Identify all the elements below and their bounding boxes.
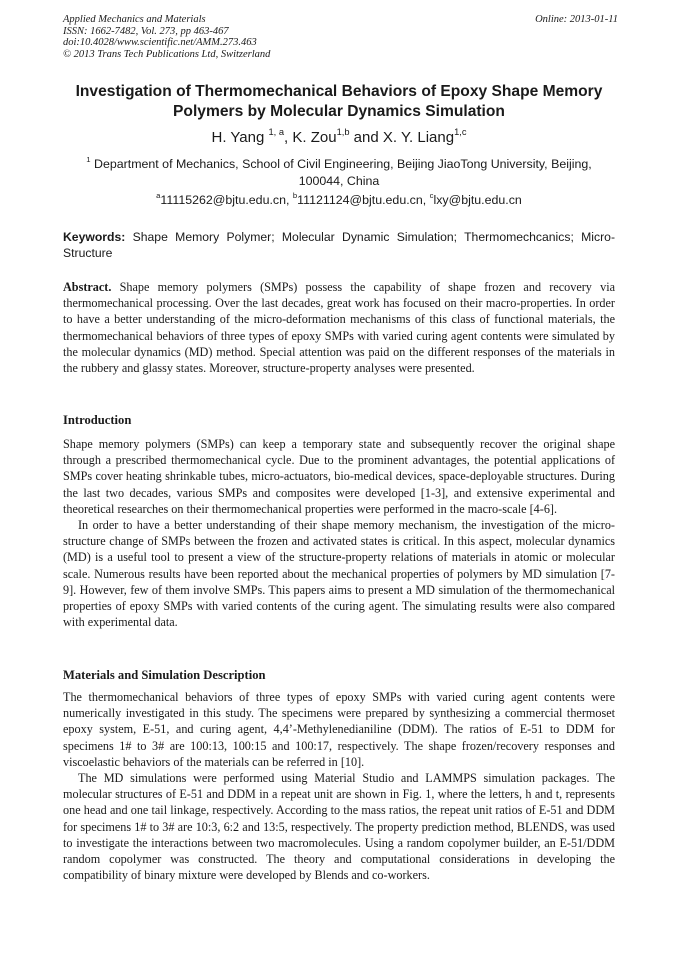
email-list: $^a$11115262@bjtu.edu.cn, $^b$11121124@bjtu.edu.cn, $^c$lxy@bjtu.edu.cn	[156, 191, 522, 207]
paragraph: The MD simulations were performed using Material Studio and LAMMPS simulation packages. The molecular structures of E-51 and DDM in a repeat unit are shown in Fig. 1, where the letters, h and t, represents one head and one tail linkage, respectively. According to the mass ratios, the repeat unit ratios of E-51 and DDM for specimens 1# to 3# are 10:3, 6:2 and 13:5, respectively. The property prediction method, BLENDS, was used to investigate the interactions between two macromolecules. Using a random copolymer builder, an E-51/DDM random copolymer was constructed. The theory and computational considerations in developing the compatibility of binary mixture were developed by Blends and co-workers.	[63, 771, 615, 883]
online-date: Online: 2013-01-11	[535, 14, 618, 25]
author-name: X. Y. Liang	[382, 129, 455, 146]
section-materials	[63, 689, 615, 883]
author-conjunction: and	[349, 129, 383, 146]
section-introduction	[63, 436, 615, 630]
affiliation-mark: 1	[86, 155, 91, 165]
email-address[interactable]: lxy@bjtu.edu.cn	[433, 193, 522, 207]
copyright-line: © 2013 Trans Tech Publications Ltd, Switzerland	[63, 48, 271, 60]
abstract-label: Abstract.	[63, 280, 112, 294]
journal-name: Applied Mechanics and Materials	[63, 14, 206, 25]
doi-line: doi:10.4028/www.scientific.net/AMM.273.463	[63, 37, 257, 48]
author-affiliation-mark: 1,c	[454, 127, 467, 138]
author-affiliation-mark: 1,b	[336, 127, 350, 138]
keywords	[63, 229, 615, 261]
abstract-text: Shape memory polymers (SMPs) possess the capability of shape frozen and recovery via thermomechanical processing. Over the last decades, great work has focused on their macro-properties. In order to have a better understanding of the micro-deformation mechanisms of this class of functional materials, the thermomechanical behaviors of three types of epoxy SMPs with varied curing agent contents were simulated by the molecular dynamics (MD) method. Special attention was paid on the different responses of the materials in the rubbery and glassy states. Moreover, structure-property analyses were presented.	[63, 280, 615, 376]
paragraph: The thermomechanical behaviors of three types of epoxy SMPs with varied curing agent contents were numerically investigated in this study. The specimens were prepared by synthesizing a commercial thermoset epoxy system, E-51, and curing agent, 4,4’-Methylenedianiline (DDM). The ratios of E-51 to DDM for specimens 1# to 3# are 100:13, 100:15 and 100:17, respectively. The shape frozen/recovery responses and viscoelastic behaviors of the materials can be referred in [10].	[63, 690, 615, 769]
section-heading-materials: Materials and Simulation Description	[63, 668, 266, 682]
paragraph: Shape memory polymers (SMPs) can keep a temporary state and subsequently recover the original shape through a prescribed thermomechanical cycle. Due to the prominent advantages, the potential applications of SMPs cover heating shrinkable tubes, micro-actuators, bio-medical devices, space-deployable structures. During the last two decades, various SMPs and composites were developed [1-3], and extensive experimental and theoretical researches on their thermomechanical properties were performed in the macro-scale [4-6].	[63, 437, 615, 516]
email-address[interactable]: 11121124@bjtu.edu.cn	[297, 193, 423, 207]
author-separator: ,	[284, 129, 293, 146]
affiliation-text: Department of Mechanics, School of Civil Engineering, Beijing JiaoTong University, Beijing, 100044, China	[94, 157, 592, 188]
affiliation	[70, 156, 608, 189]
email-mark: c	[429, 191, 434, 201]
email-mark: b	[292, 191, 298, 201]
section-heading-introduction: Introduction	[63, 413, 132, 427]
email-address[interactable]: 11115262@bjtu.edu.cn	[160, 193, 286, 207]
author-name: K. Zou	[292, 129, 337, 146]
journal-header	[63, 14, 618, 60]
email-mark: a	[156, 191, 161, 201]
author-list	[50, 129, 628, 147]
keywords-text: Shape Memory Polymer; Molecular Dynamic Simulation; Thermomechcanics; Micro-Structure	[63, 230, 615, 260]
paragraph: In order to have a better understanding of their shape memory mechanism, the investigation of the micro-structure change of SMPs between the frozen and activated states is critical. In this aspect, molecular dynamics (MD) is a useful tool to present a view of the structure-property relations of materials in atomic or molecular scale. Numerous results have been reported about the mechanical properties of polymers by MD simulation [7-9]. However, few of them involve SMPs. This papers aims to present a MD simulation of the thermomechanical properties of epoxy SMPs with varied contents of the curing agent. The simulating results were also compared with experimental data.	[63, 518, 615, 630]
paper-title: Investigation of Thermomechanical Behaviors of Epoxy Shape Memory Polymers by Molecular Dynamics Simulation	[75, 83, 603, 120]
issn-line: ISSN: 1662-7482, Vol. 273, pp 463-467	[63, 25, 229, 37]
author-name: H. Yang	[211, 129, 265, 146]
author-affiliation-mark: 1, a	[268, 127, 285, 138]
keywords-label: Keywords:	[63, 230, 126, 244]
abstract	[63, 279, 615, 376]
